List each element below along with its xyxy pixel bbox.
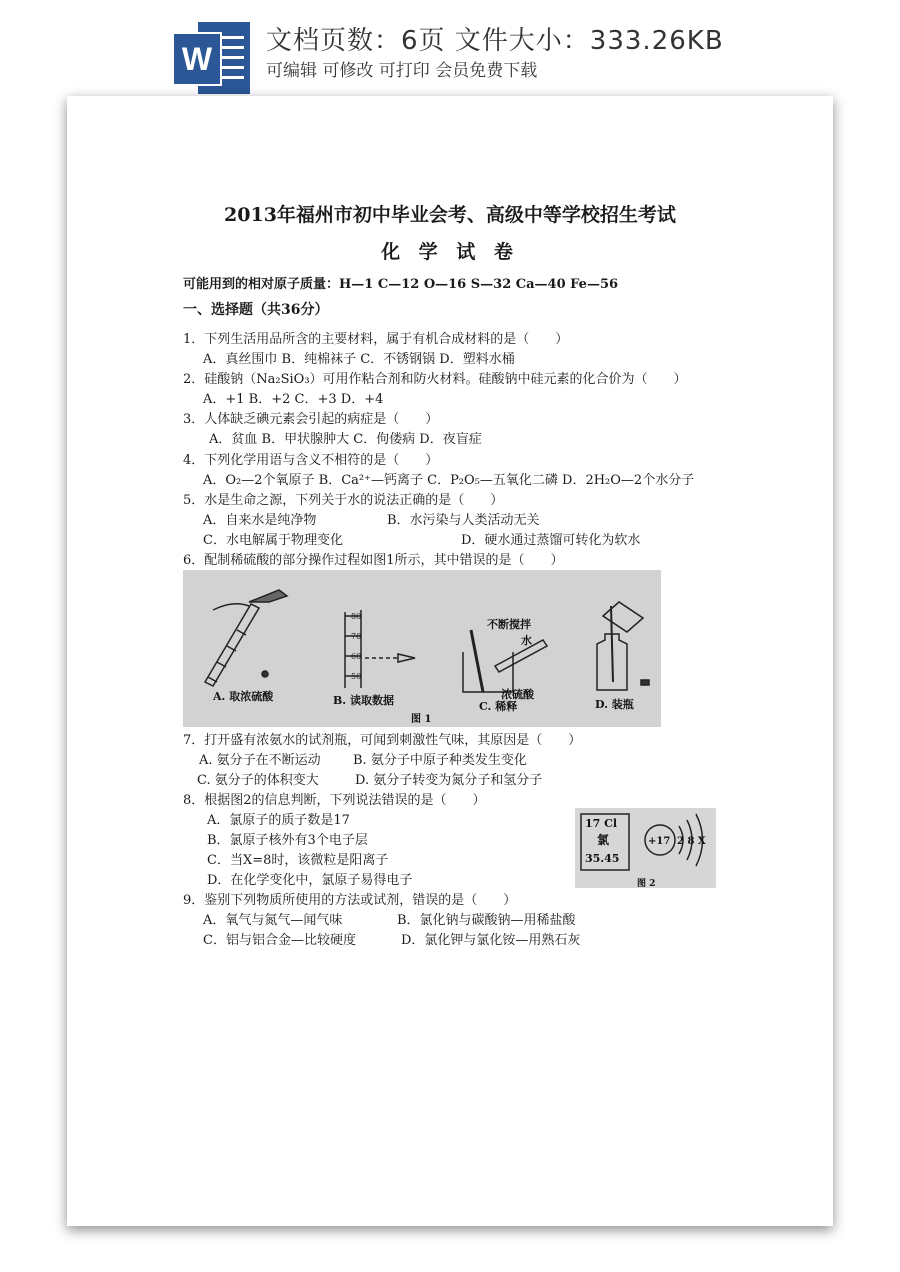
question-8: 8．根据图2的信息判断，下列说法错误的是（ ） xyxy=(183,793,486,808)
word-document-icon: W xyxy=(172,22,250,94)
question-5-option-a: A．自来水是纯净物 xyxy=(203,513,317,528)
figure-2 xyxy=(575,808,716,888)
figure-2-caption: 图 2 xyxy=(637,879,656,888)
figure-1-scale-50: 50 xyxy=(351,672,362,681)
exam-title: 2013年福州市初中毕业会考、高级中等学校招生考试 xyxy=(224,204,676,226)
question-9-option-a: A．氧气与氮气—闻气味 xyxy=(203,913,343,928)
question-9-option-c: C．铝与铝合金—比较硬度 xyxy=(203,933,356,948)
question-7-option-c: C. 氨分子的体积变大 xyxy=(197,773,319,788)
question-8-option-d: D．在化学变化中，氯原子易得电子 xyxy=(207,873,413,888)
question-2: 2．硅酸钠（Na₂SiO₃）可用作粘合剂和防火材料。硅酸钠中硅元素的化合价为（ ） xyxy=(183,372,687,387)
question-4-options: A．O₂—2个氧原子 B．Ca²⁺—钙离子 C．P₂O₅—五氧化二磷 D．2H₂O—2个水分子 xyxy=(203,473,695,488)
question-5-option-d: D．硬水通过蒸馏可转化为软水 xyxy=(461,533,641,548)
question-7-option-a: A. 氨分子在不断运动 xyxy=(199,753,321,768)
figure-1-caption: 图 1 xyxy=(411,714,432,725)
document-features: 可编辑 可修改 可打印 会员免费下载 xyxy=(266,61,538,81)
question-2-options: A．+1 B．+2 C．+3 D．+4 xyxy=(203,392,384,407)
figure-1-scale-60: 60 xyxy=(351,652,362,661)
element-name: 氯 xyxy=(597,833,610,847)
figure-1-label-c: C. 稀释 xyxy=(479,700,518,713)
question-4: 4．下列化学用语与含义不相符的是（ ） xyxy=(183,453,439,468)
question-9: 9．鉴别下列物质所使用的方法或试剂，错误的是（ ） xyxy=(183,893,517,908)
question-5-option-b: B．水污染与人类活动无关 xyxy=(387,513,540,528)
question-8-option-b: B．氯原子核外有3个电子层 xyxy=(207,833,368,848)
question-1-options: A．真丝围巾 B．纯棉袜子 C．不锈钢锅 D．塑料水桶 xyxy=(203,352,515,367)
figure-1-label-d: D. 装瓶 xyxy=(595,698,634,711)
question-6: 6．配制稀硫酸的部分操作过程如图1所示，其中错误的是（ ） xyxy=(183,553,564,568)
element-number-symbol: 17 Cl xyxy=(585,817,618,830)
question-7: 7．打开盛有浓氨水的试剂瓶，可闻到刺激性气味，其原因是（ ） xyxy=(183,733,582,748)
figure-1-scale-80: 80 xyxy=(351,612,362,621)
question-9-option-b: B．氯化钠与碳酸钠—用稀盐酸 xyxy=(397,913,576,928)
download-banner xyxy=(0,0,900,96)
element-mass: 35.45 xyxy=(585,852,620,865)
figure-1 xyxy=(183,570,661,727)
figure-1-label-b: B. 读取数据 xyxy=(333,694,394,707)
document-info: 文档页数：6页 文件大小：333.26KB xyxy=(266,26,724,56)
question-7-option-d: D. 氨分子转变为氮分子和氢分子 xyxy=(355,773,543,788)
question-5: 5．水是生命之源，下列关于水的说法正确的是（ ） xyxy=(183,493,504,508)
figure-1-acid-label: 浓硫酸 xyxy=(501,688,534,701)
question-9-option-d: D．氯化钾与氯化铵—用熟石灰 xyxy=(401,933,581,948)
figure-1-stir-label: 不断搅拌 xyxy=(487,618,531,631)
question-1: 1．下列生活用品所含的主要材料，属于有机合成材料的是（ ） xyxy=(183,332,569,347)
question-8-option-c: C．当X=8时，该微粒是阳离子 xyxy=(207,853,389,868)
exam-subtitle: 化 学 试 卷 xyxy=(381,241,519,263)
question-3-options: A．贫血 B．甲状腺肿大 C．佝偻病 D．夜盲症 xyxy=(209,432,482,447)
document-page xyxy=(67,96,833,1226)
question-5-option-c: C．水电解属于物理变化 xyxy=(203,533,343,548)
nucleus-charge: +17 xyxy=(648,836,671,847)
figure-1-water-label: 水 xyxy=(521,634,532,647)
section-heading: 一、选择题（共36分） xyxy=(183,302,329,318)
question-7-option-b: B. 氨分子中原子种类发生变化 xyxy=(353,753,527,768)
question-3: 3．人体缺乏碘元素会引起的病症是（ ） xyxy=(183,412,439,427)
figure-1-scale-70: 70 xyxy=(351,632,362,641)
question-8-option-a: A．氯原子的质子数是17 xyxy=(207,813,350,828)
figure-1-label-a: A. 取浓硫酸 xyxy=(213,690,274,703)
atomic-mass-line: 可能用到的相对原子质量：H—1 C—12 O—16 S—32 Ca—40 Fe—56 xyxy=(183,277,619,292)
electron-counts: 2 8 X xyxy=(677,836,706,847)
